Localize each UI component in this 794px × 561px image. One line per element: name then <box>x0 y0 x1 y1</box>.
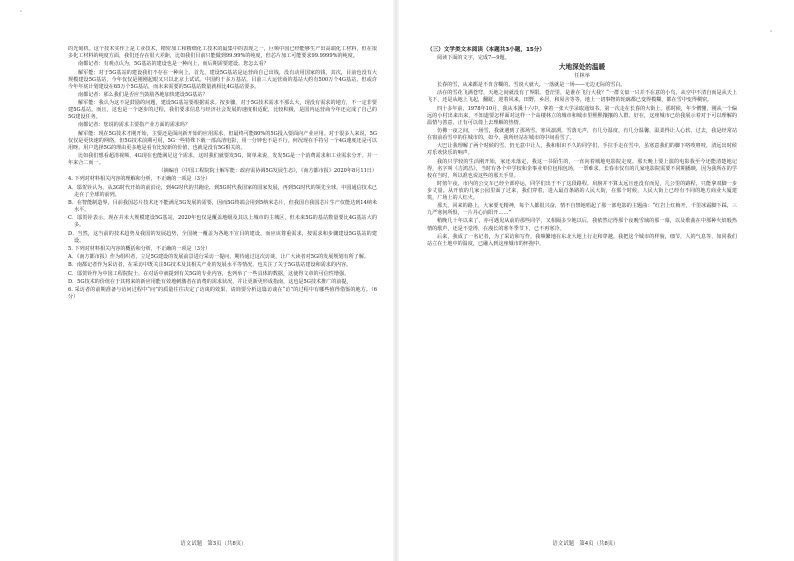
text-paragraph: 解军能：我认为这不是鼓励的问题，建设5G基站要根据需求。按步骤，对于5G技术需求不那么大，现没有需求的地方，不一定非要建5G基站。而且，这也是一个逐步的过程，我们要求信息与经济社会发展的速度相适配，比较积极，是国内运营商今年还完成了自己的5G建设任务。 <box>68 100 377 121</box>
scan-speck <box>20 10 22 12</box>
text-paragraph: 的光刻机。这个技术实作上是工业技术，精密加工和精细化工技术的最集中的表现之一，巨频中国已经能够生产出高端化工材料，但在很多化工材料的纯度方面，我们还存在很大差距，比如我们目前只能做到99.99%的纯度，但芯片加工可能要求99.9999%的纯度。 <box>68 46 377 60</box>
article-paragraph: 时值午夜，市内的公交车已经全部停运，同学们出于不了这段路程。肩膀并不算太远且连没有而见，几公里的路程，只能拿双脚一步步丈量。从开放的几家公园里面了过来，我们穿着，进入最首条路的人民大街，在那个时候，人民大街上已经有不同的地方商业大厦建筑，广场上的人红火。 <box>427 180 737 201</box>
section-title: （三）文学类文本阅读（本题共3小题，15分） <box>427 47 545 53</box>
page-4-text-column <box>427 46 737 535</box>
article-paragraph: 那天，回来的路上，大家要无精神，每个人都很兴奋，情不自禁地唱起了那一部电影的主题曲：“红岩上红梅开，千里冰霜脚下踩，三九严寒何所惧，一片丹心向阳开……” <box>427 203 737 217</box>
article-paragraph: 我的只学较的生活刚开始，家还未落定，我这一书陌生的，一直向着城地电影院走度。那天晚上要上演的电影我至今还能清楚地记得，名字叫《吉鸿昌》，当时有各个中学校和企事业单位包相包场，一票难求。长春市仅有的几家电影院需要不同期播映，因为我所在的学校在当时，所以准也说这些的那天手里。 <box>427 158 737 179</box>
article-author: 任林举 <box>574 73 590 80</box>
article-paragraph: 活在的雪花飞满苍穹，天地之间就没有了界限。苍茫里，是谁在飞行大我？“一群文似一只并不在意的小鸟，从空中不清自而是从天上飞下，还是从地上飞起，翻跹，迎着风来，田野，乡居，和屋舍等等，地上一切事物的轮廓都已变得模糊，都在雪中变得稠密。 <box>427 90 737 104</box>
page-3-text-column <box>68 46 377 535</box>
article-paragraph: 稍晚几十年以来了，亦可遇见从前的那些同学，又相隔多少地以后，我依然记得那个夜晚雪域的那一幕，以及歌曲在中那种火焰般热情的歌声，还是不觉得，在漫长的寒冬季节下，已不再寒冷。 <box>427 218 737 232</box>
text-paragraph: 比如我们想看超清视频，4G现在也能满足这个需求，这时我们就要发5G，简单来说，发发5G是一个消费需求和工业需求分开。并一年来合二而一。 <box>68 152 377 167</box>
exam-page-4 <box>397 0 794 561</box>
scan-speck <box>770 30 772 32</box>
option-text: A．《南方都市报》作为组织者，立足5G建设的发展前景进行采访一提问，期待通过这次访谈，让广大读者对5G的发展规划有所了解。 <box>68 254 370 261</box>
instruction-text: 阅读下面的文字，完成7—9题。 <box>437 55 510 62</box>
question-6: 6. 采访者的前期准备与访问过程中“问”的质量往往决定了访谈的效果，请简要分析这篇访谈在“访”的过程中有哪些值得借鉴的地方。（6分） <box>68 286 377 301</box>
option-text: B．在智能制造界，目前我国芯片技术还不能满足5G发展的需要，因而5G终端会用到5纳米芯片，但我国自我国芯片生产仅能达到14纳米水平。 <box>68 199 377 213</box>
text-paragraph: 南都记者：那么我们是否应当鼓励各地加快建设5G基站？ <box>78 91 208 98</box>
article-paragraph: 四十多年前，1978年10月，我从本溪十六中，拿着一张大学录取通知书，第一次走在长春的大街上。那时候，年少懵懂，刚从一个偏远的小村出来出来，不知道要怎样面对这样一个高楼林立的城市和城市里熙熙攘攘的人群。好在，这座城市已给我展示着对于可以理解的温情与善意，正有可以倚上去理解的热情。 <box>427 105 737 126</box>
question-5: 5. 下列对材料相关内容的概括和分析，不正确的一项是（3分） <box>68 245 211 252</box>
question-4: 4. 下列对材料相关内容的理解和分析，不正确的一项是（3分） <box>68 176 211 183</box>
option-text: A．邬贺铨认为，从3G时代开始的前沿论，到4G时代的共跑论，到5G时代我国家的国家发展，再到5G时代的领先全球，中国通信技术已走在了全球的前列。 <box>68 184 377 198</box>
article-paragraph: 仿佛一夜之间，一场雪，我就遇到了那场雪。寒风凛冽，雪落无声，有几分温度，有几分温馨，温柔得让人心软。过去，我是经常站在窗前看雪中的住城市的，如今，我所经站在城市的中间看雪了。 <box>427 127 737 141</box>
option-text: B．南都记者作为采访者，在采访中既关注5G技术及其相关产业的发展水平等情况，也关注了关于5G基站建设和需求的内容。 <box>68 262 352 269</box>
page-footer: 语文试题 第3页（共8页） <box>180 541 247 547</box>
option-text: C．邬贺铨作为中国工程院院士，在对话中就提到有关5G的专业内容，也列举了一些具体的数据，这使得文章的可信性增强。 <box>68 270 350 277</box>
article-paragraph: 大巴让我理解了两个时候的雪，仍无意中让人，我和相识不久的同学们，手拉手走在雪中，虽寒意我们的脚下咯吱咯吱，清远出时候对乐欢快乐的响声。 <box>427 143 737 157</box>
source-citation: （摘编自《中国工程院院士解军能：政府需协调5G发展生态》，《南方都市报》2020年8月11日） <box>158 168 377 175</box>
text-paragraph: 解军能：对于5G基站的建设我们不存在一种向上，首先，建设5G基站是运营商自己出钱，没有动用国家的钱，其次，目前也没有大规模建设5G基站，今年仅仅是刚刚起眼又只以北京上试试。中国约千多万基站，目前三大运营商的基站大约有500万个4G基站，但或许今年年底计划建设在65万个5G基站，而未来需要的5G基站数量就相比4G基站要多。 <box>68 69 377 90</box>
article-paragraph: 长春的雪，从来都是不肯含糊的。雪说大就大，一落就是一场——无边无际的雪白。 <box>437 82 626 89</box>
page-footer: 语文试题 第4页（共8页） <box>552 541 619 547</box>
text-paragraph: 解军能：现在5G技术才刚开始，主要还是面向新开始的应用需求，但最终可能80%的5G投入要面向产业应用。对于很多人来说，5G仅仅是更快速的网络，但5G技术前期可用，5G一些特殊下载一部高清电影，用一分钟也不是不行，何况现在手持另一个4G速度还是可以用呀。用户选择5G的理由更多地是看有比较新的价值，也就是没有5G相关的。 <box>68 130 377 151</box>
article-paragraph: 后来，我成了一名记者，为了采访和写作，我频繁地在东北大地上行走和穿越。我把这个城市的样貌，细节，人的气息等，如同我们站立在土地中的温度，已融入到这座城市的怀抱中。 <box>427 233 737 247</box>
option-text: D．5G技术的价值在于其将来的新应用能有效地刺激者在消费的需求状况，并让更新更形成指南，这也是5G技术推广的前提。 <box>68 278 352 285</box>
text-paragraph: 南都记者：您说的需求主要指产业方面的需求吗？ <box>78 122 191 129</box>
article-title: 大地深处的温暖 <box>558 63 606 72</box>
text-paragraph: 南都记者：有观点认为，5G基站的建设也是一种向上，而后期需要建设。您怎么看？ <box>78 61 269 68</box>
option-text: C．邬贺铨表示，现在并未大规模建设5G基站，2020年也仅是覆盖地级及其以上城市的主城区，但未来5G的基站数量要比4G基站大的多。 <box>68 215 377 229</box>
option-text: D．当然，这当前的技术趋势及我国的发展趋势，全国统一覆盖为各地不宣目的建设，而应该尊重需求，按需求和步骤建设5G基站的建设。 <box>68 230 377 244</box>
